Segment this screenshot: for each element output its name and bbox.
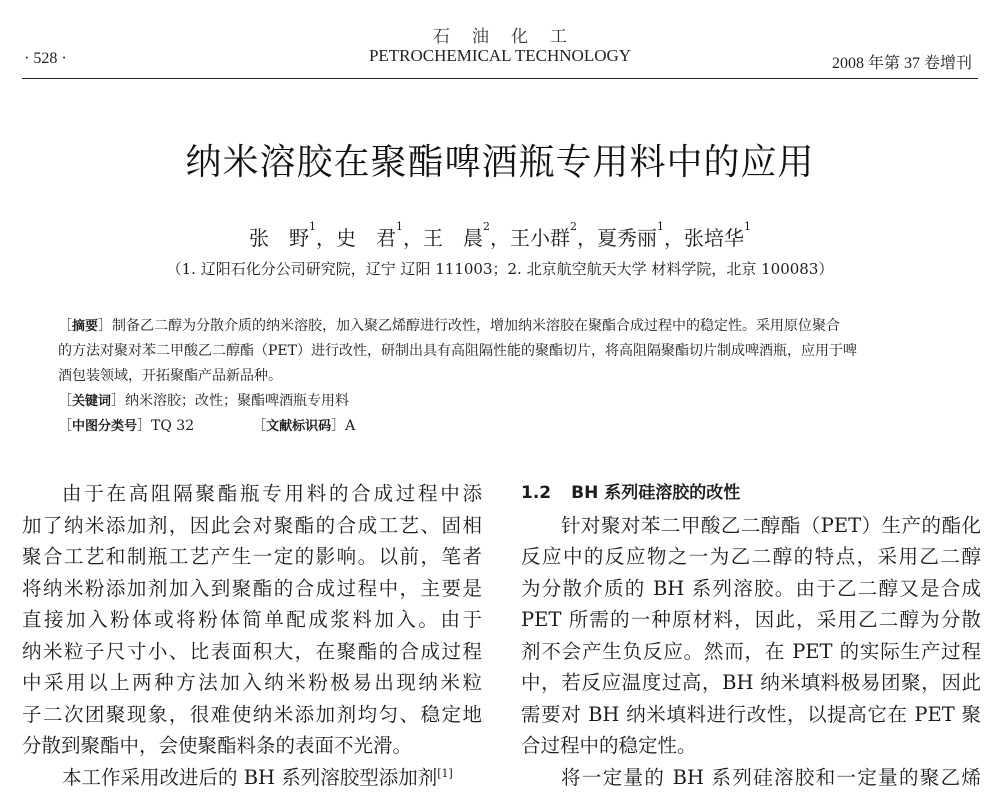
body-line: 剂不会产生负反应。然而，在 PET 的实际生产过程 <box>521 639 981 663</box>
document-code: A <box>345 418 356 434</box>
body-line: 将纳米粉添加剂加入到聚酯的合成过程中，主要是 <box>22 576 482 600</box>
body-line: 加了纳米添加剂，因此会对聚酯的合成工艺、固相 <box>22 513 482 537</box>
body-line: 需要对 BH 纳米填料进行改性，以提高它在 PET 聚 <box>521 702 981 726</box>
clc-label: 中图分类号 <box>72 419 138 434</box>
body-line: 分散到聚酯中，会使聚酯料条的表面不光滑。 <box>22 734 413 757</box>
issue-info: 2008 年第 37 卷增刊 <box>831 55 972 72</box>
journal-title-en: PETROCHEMICAL TECHNOLOGY <box>368 46 632 65</box>
body-line: PET 所需的一种原材料，因此，采用乙二醇为分散 <box>521 608 981 631</box>
author-affiliation-mark: 2 <box>570 220 577 233</box>
keywords-line: ［关键词］纳米溶胶；改性；聚酯啤酒瓶专用料 <box>58 393 350 409</box>
body-text: 本工作采用改进后的 BH 系列溶胶型添加剂 <box>62 765 438 789</box>
author-affiliation-mark: 1 <box>309 220 316 233</box>
author-name: 夏秀丽 <box>597 226 657 250</box>
author-name: 王 晨 <box>423 226 483 250</box>
body-line: 中采用以上两种方法加入纳米粉极易出现纳米粒 <box>22 671 482 694</box>
body-column-right <box>521 478 981 793</box>
author-name: 王小群 <box>510 226 570 250</box>
abstract-line: ［摘要］制备乙二醇为分散介质的纳米溶胶，加入聚乙烯醇进行改性，增加纳米溶胶在聚酯合成过程中的稳定性。采用原位聚合 <box>58 318 841 334</box>
keywords: 纳米溶胶；改性；聚酯啤酒瓶专用料 <box>125 393 350 409</box>
body-line: 反应中的反应物之一为乙二醇的特点，采用乙二醇 <box>521 545 981 568</box>
author-affiliation-mark: 2 <box>483 220 490 233</box>
body-line: 由于在高阻隔聚酯瓶专用料的合成过程中添 <box>62 482 482 505</box>
body-line: 合过程中的稳定性。 <box>521 734 697 757</box>
body-line: 聚合工艺和制瓶工艺产生一定的影响。以前，笔者 <box>22 545 482 568</box>
article-title: 纳米溶胶在聚酯啤酒瓶专用料中的应用 <box>185 142 815 183</box>
author-name: 张 野 <box>249 226 309 250</box>
body-line: 子二次团聚现象，很难使纳米添加剂均匀、稳定地 <box>22 702 482 726</box>
author-list: 张 野$^1$，史 君$^1$，王 晨$^2$，王小群$^2$，夏秀丽$^1$，张培华$^1$ <box>249 220 751 250</box>
clc-code: TQ 32 <box>151 418 195 434</box>
abstract-label: 摘要 <box>72 319 99 334</box>
abstract-text: 制备乙二醇为分散介质的纳米溶胶，加入聚乙烯醇进行改性，增加纳米溶胶在聚酯合成过程中的稳定性。采用原位聚合 <box>112 318 841 334</box>
body-line: 将一定量的 BH 系列硅溶胶和一定量的聚乙烯 <box>561 765 981 789</box>
body-line: 纳米粒子尺寸小、比表面积大，在聚酯的合成过程 <box>22 639 482 663</box>
author-name: 史 君 <box>336 226 396 250</box>
body-line: 针对聚对苯二甲酸乙二醇酯（PET）生产的酯化 <box>561 513 981 537</box>
section-heading <box>521 478 981 510</box>
abstract-block <box>58 314 948 439</box>
body-column-left <box>22 478 482 793</box>
section-title: BH 系列硅溶胶的改性 <box>571 483 741 503</box>
body-line <box>22 762 482 794</box>
keywords-label: 关键词 <box>72 394 112 409</box>
author-name: 张培华 <box>684 226 744 250</box>
abstract-line: 的方法对聚对苯二甲酸乙二醇酯（PET）进行改性，研制出具有高阻隔性能的聚酯切片，将高阻隔聚酯切片制成啤酒瓶，应用于啤 <box>58 343 857 359</box>
header-rule <box>22 78 978 79</box>
body-line: 为分散介质的 BH 系列溶胶。由于乙二醇又是合成 <box>521 576 981 600</box>
classification-line: ［中图分类号］TQ 32 ［文献标识码］A <box>58 418 356 434</box>
author-affiliations: （1. 辽阳石化分公司研究院，辽宁 辽阳 111003；2. 北京航空航天大学 材料学院，北京 100083） <box>166 260 834 278</box>
section-number: 1.2 <box>521 483 552 503</box>
author-affiliation-mark: 1 <box>657 220 664 233</box>
document-code-label: 文献标识码 <box>266 419 332 434</box>
journal-title-cn: 石油化工 <box>433 27 589 47</box>
citation-ref: [1] <box>437 766 453 780</box>
page-number: · 528 · <box>24 50 67 67</box>
body-line: 直接加入粉体或将粉体简单配成浆料加入。由于 <box>22 608 482 631</box>
body-line: 中，若反应温度过高，BH 纳米填料极易团聚，因此 <box>521 671 981 694</box>
author-affiliation-mark: 1 <box>396 220 403 233</box>
abstract-line: 酒包装领域，开拓聚酯产品新品种。 <box>58 368 282 384</box>
author-affiliation-mark: 1 <box>744 220 751 233</box>
